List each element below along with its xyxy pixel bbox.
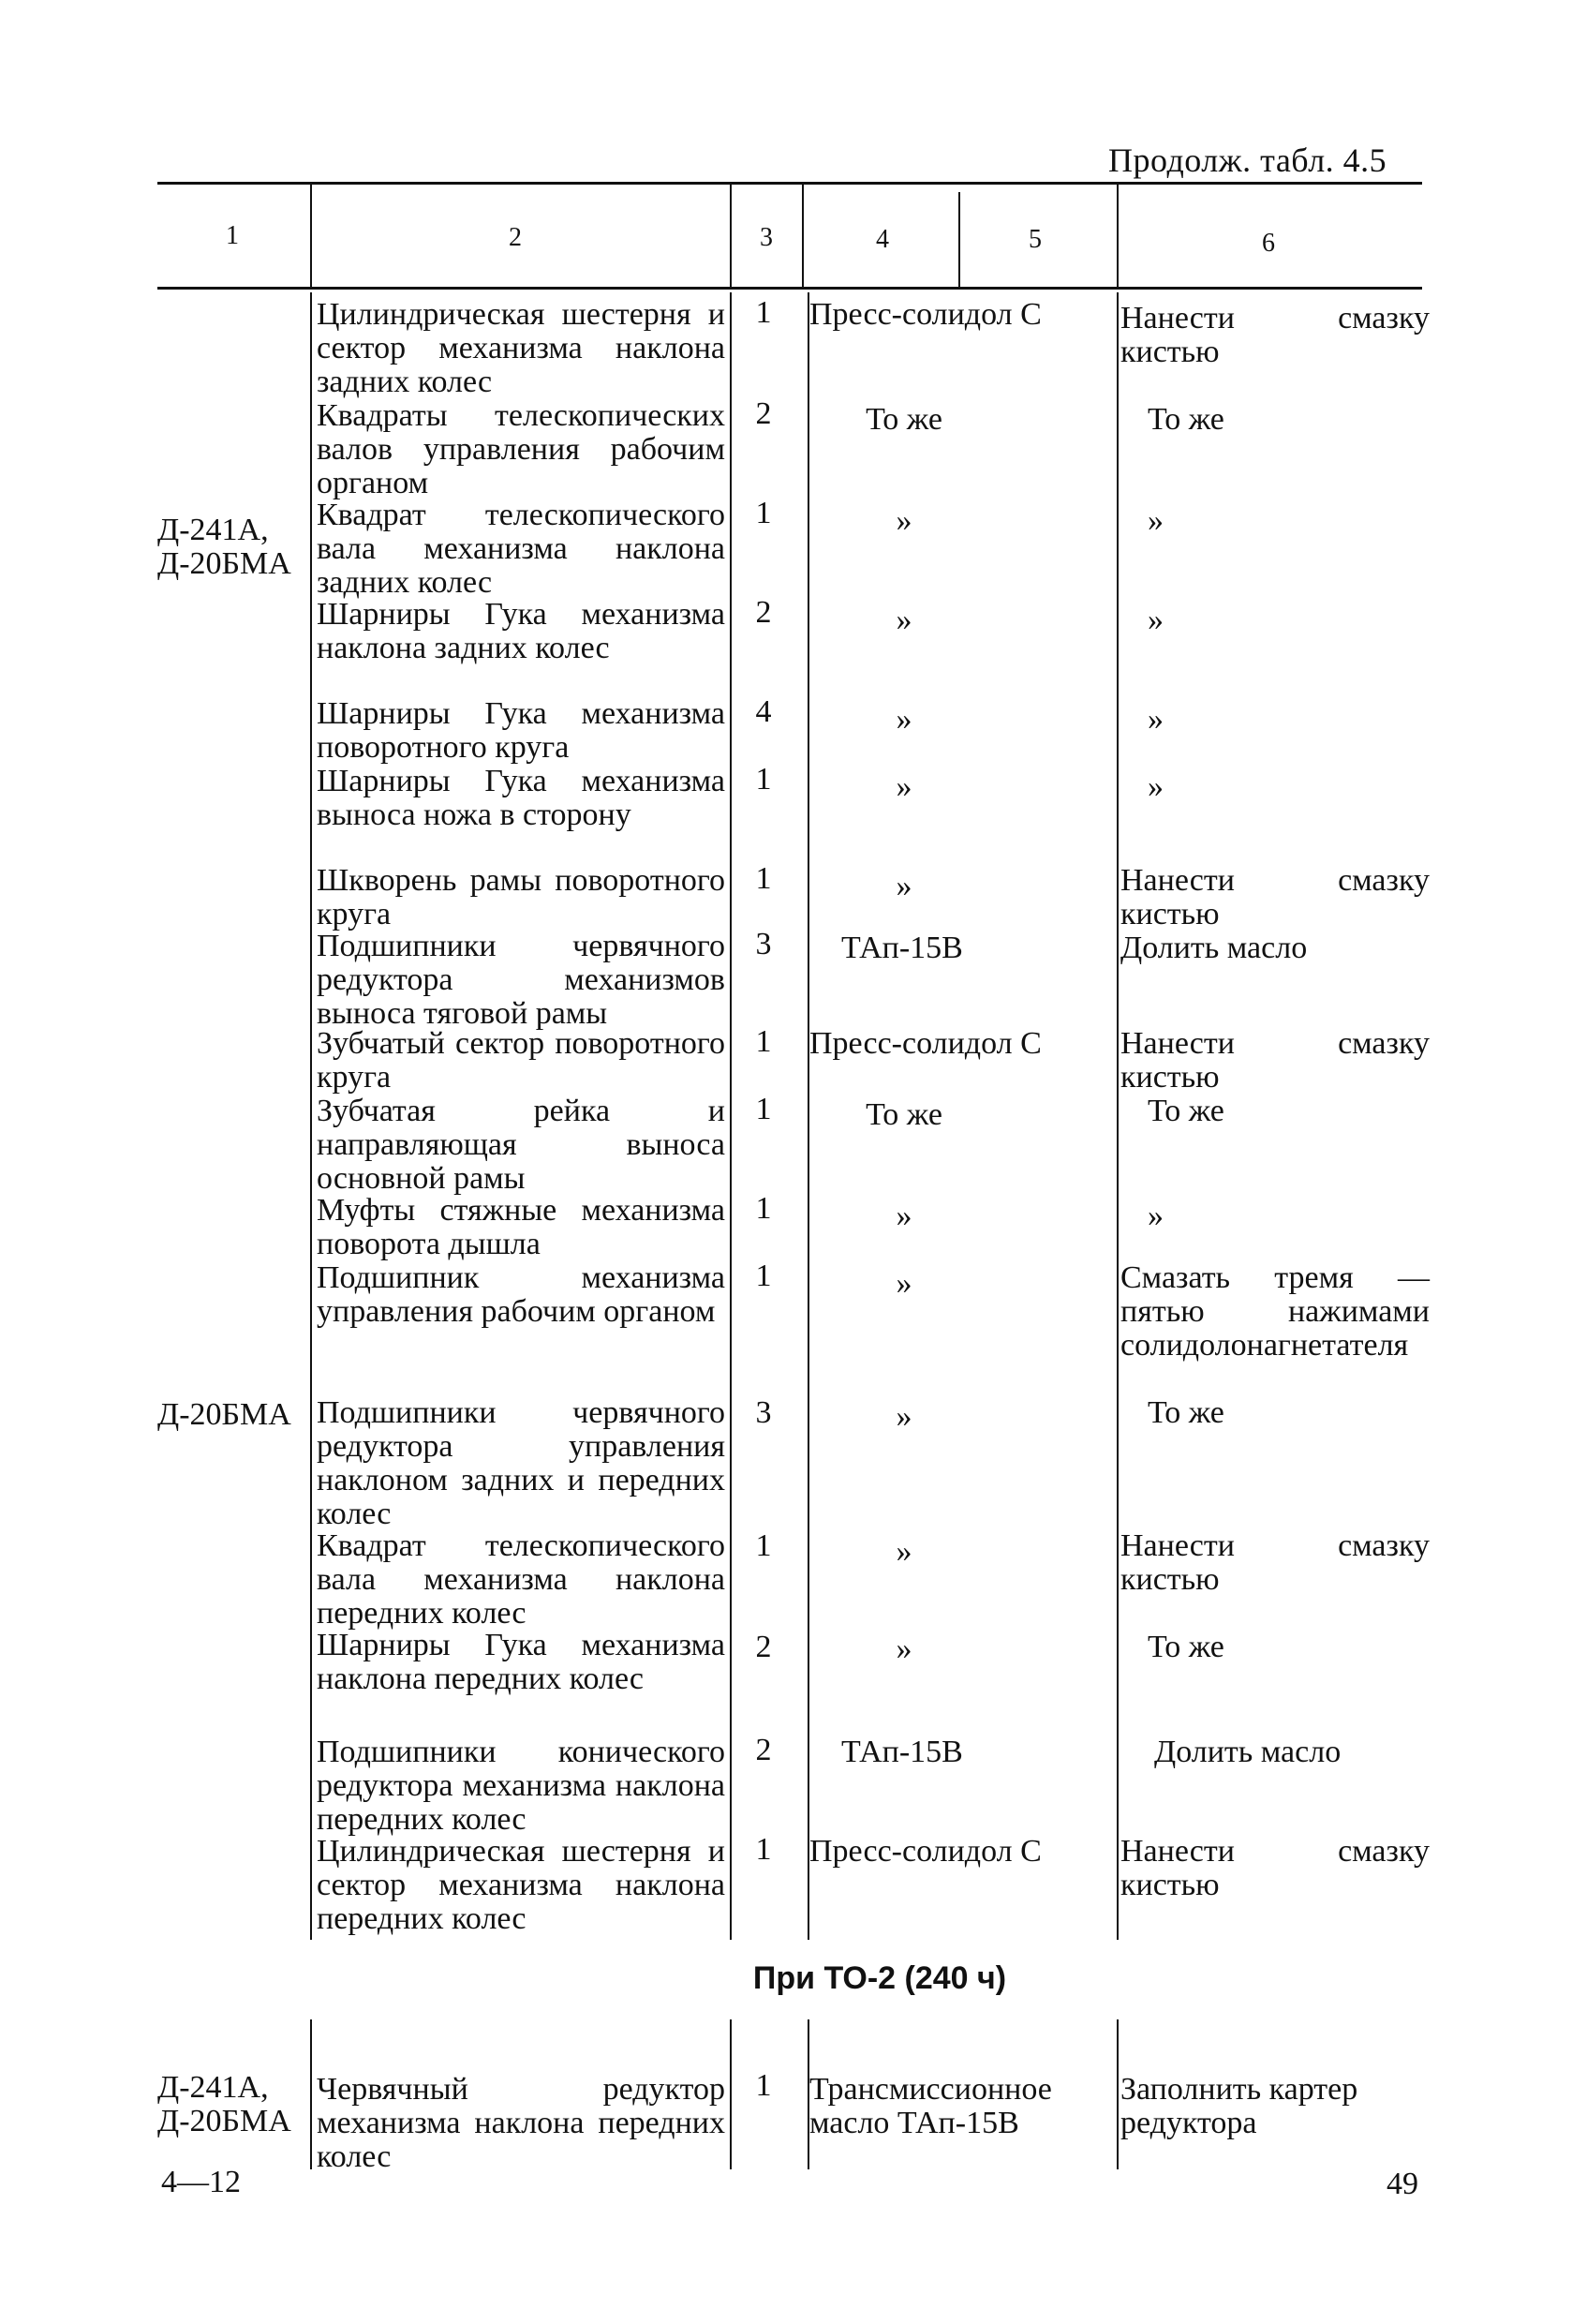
header-divider-2 [730, 185, 732, 287]
section-heading: При ТО-2 (240 ч) [752, 1960, 1007, 1996]
machine-model-group: Д-241А, Д-20БМА [157, 513, 291, 581]
body-divider-4 [1117, 292, 1119, 1940]
instructions: То же [1148, 1395, 1224, 1430]
lubrication-point: Шарниры Гука механизма наклона задних колес [317, 597, 725, 665]
lubrication-point: Шкворень рамы поворотного круга [317, 863, 725, 931]
instructions: Заполнить картер редуктора [1120, 2072, 1358, 2140]
point-count: 1 [755, 1259, 772, 1293]
body-divider-2 [730, 292, 732, 1940]
page-number: 49 [1387, 2167, 1418, 2201]
lubrication-point: Цилиндрическая шестерня и сектор механизма наклона передних колес [317, 1834, 725, 1936]
lubrication-point: Квадрат телескопического вала механизма наклона задних колес [317, 498, 725, 600]
lubrication-point: Цилиндрическая шестерня и сектор механизма наклона задних колес [317, 297, 725, 399]
lubrication-point: Подшипник механизма управления рабочим органом [317, 1260, 725, 1329]
lubrication-point: Зубчатый сектор поворотного круга [317, 1026, 725, 1095]
instructions: » [1148, 503, 1164, 538]
instructions: То же [1148, 1630, 1224, 1664]
instructions: Нанести смазку кистью [1120, 1834, 1430, 1902]
instructions: Долить масло [1154, 1735, 1342, 1769]
section-divider-1 [310, 2019, 312, 2169]
header-divider-4 [958, 192, 960, 287]
column-number-3: 3 [760, 223, 773, 252]
lubricant: » [896, 1199, 912, 1233]
lubrication-point: Муфты стяжные механизма поворота дышла [317, 1193, 725, 1261]
lubricant: То же [866, 402, 942, 437]
point-count: 1 [755, 295, 772, 330]
lubricant: Трансмиссионное масло ТАп-15В [809, 2072, 1052, 2140]
instructions: То же [1148, 1094, 1224, 1128]
point-count: 3 [755, 927, 772, 961]
lubricant: » [896, 769, 912, 804]
instructions: » [1148, 603, 1164, 637]
lubricant: » [896, 1399, 912, 1434]
point-count: 1 [755, 496, 772, 530]
lubrication-point: Квадраты телескопических валов управления рабочим органом [317, 398, 725, 500]
instructions: То же [1148, 402, 1224, 437]
lubricant: Пресс-солидол С [809, 1026, 1042, 1061]
machine-model-group: Д-241А, Д-20БМА [157, 2070, 291, 2138]
column-number-5: 5 [1029, 225, 1042, 254]
lubricant: » [896, 1266, 912, 1301]
header-divider-1 [310, 185, 312, 287]
instructions: Долить масло [1120, 931, 1308, 965]
machine-model-group: Д-20БМА [157, 1397, 291, 1432]
point-count: 2 [755, 1733, 772, 1767]
point-count: 2 [755, 595, 772, 630]
point-count: 1 [755, 861, 772, 896]
instructions: Смазать тремя — пятью нажимами солидолонагнетателя [1120, 1260, 1430, 1363]
point-count: 1 [755, 1024, 772, 1059]
point-count: 2 [755, 1630, 772, 1664]
sheet-signature: 4—12 [161, 2165, 241, 2199]
header-top-rule [157, 182, 1422, 185]
lubricant: То же [866, 1097, 942, 1132]
lubrication-point: Зубчатая рейка и направляющая выноса основной рамы [317, 1094, 725, 1196]
point-count: 1 [755, 1832, 772, 1867]
lubricant: » [896, 603, 912, 637]
lubricant: ТАп-15В [841, 931, 963, 965]
point-count: 1 [755, 1092, 772, 1126]
header-bottom-rule [157, 287, 1422, 290]
point-count: 1 [755, 1528, 772, 1563]
instructions: Нанести смазку кистью [1120, 1528, 1430, 1597]
lubrication-point: Подшипники конического редуктора механизма наклона передних колес [317, 1735, 725, 1837]
instructions: Нанести смазку кистью [1120, 1026, 1430, 1095]
lubricant: ТАп-15В [841, 1735, 963, 1769]
point-count: 1 [755, 2068, 772, 2103]
point-count: 2 [755, 396, 772, 431]
lubricant: » [896, 1631, 912, 1666]
lubrication-point: Шарниры Гука механизма поворотного круга [317, 696, 725, 765]
lubrication-point: Квадрат телескопического вала механизма наклона передних колес [317, 1528, 725, 1631]
column-number-2: 2 [509, 223, 522, 252]
section-divider-4 [1117, 2019, 1119, 2169]
table-continuation-label: Продолж. табл. 4.5 [1108, 142, 1387, 179]
lubricant: » [896, 1534, 912, 1569]
instructions: Нанести смазку кистью [1120, 863, 1430, 931]
section-divider-2 [730, 2019, 732, 2169]
lubrication-point: Шарниры Гука механизма выноса ножа в сторону [317, 764, 725, 832]
point-count: 1 [755, 1191, 772, 1226]
lubricant: » [896, 702, 912, 737]
column-number-6: 6 [1262, 229, 1275, 258]
instructions: Нанести смазку кистью [1120, 301, 1430, 369]
instructions: » [1148, 1199, 1164, 1233]
instructions: » [1148, 769, 1164, 804]
header-divider-5 [1117, 185, 1119, 287]
point-count: 4 [755, 694, 772, 729]
lubrication-point: Шарниры Гука механизма наклона передних колес [317, 1628, 725, 1696]
lubricant: » [896, 503, 912, 538]
lubrication-point: Червячный редуктор механизма наклона передних колес [317, 2072, 725, 2174]
header-divider-3 [802, 185, 804, 287]
lubrication-point: Подшипники червячного редуктора механизмов выноса тяговой рамы [317, 929, 725, 1031]
point-count: 3 [755, 1395, 772, 1430]
point-count: 1 [755, 762, 772, 797]
lubricant: » [896, 869, 912, 903]
body-divider-1 [310, 292, 312, 1940]
column-number-4: 4 [876, 225, 889, 254]
lubrication-point: Подшипники червячного редуктора управления наклоном задних и передних колес [317, 1395, 725, 1531]
column-number-1: 1 [226, 221, 239, 250]
instructions: » [1148, 702, 1164, 737]
lubricant: Пресс-солидол С [809, 1834, 1042, 1869]
lubricant: Пресс-солидол С [809, 297, 1042, 332]
